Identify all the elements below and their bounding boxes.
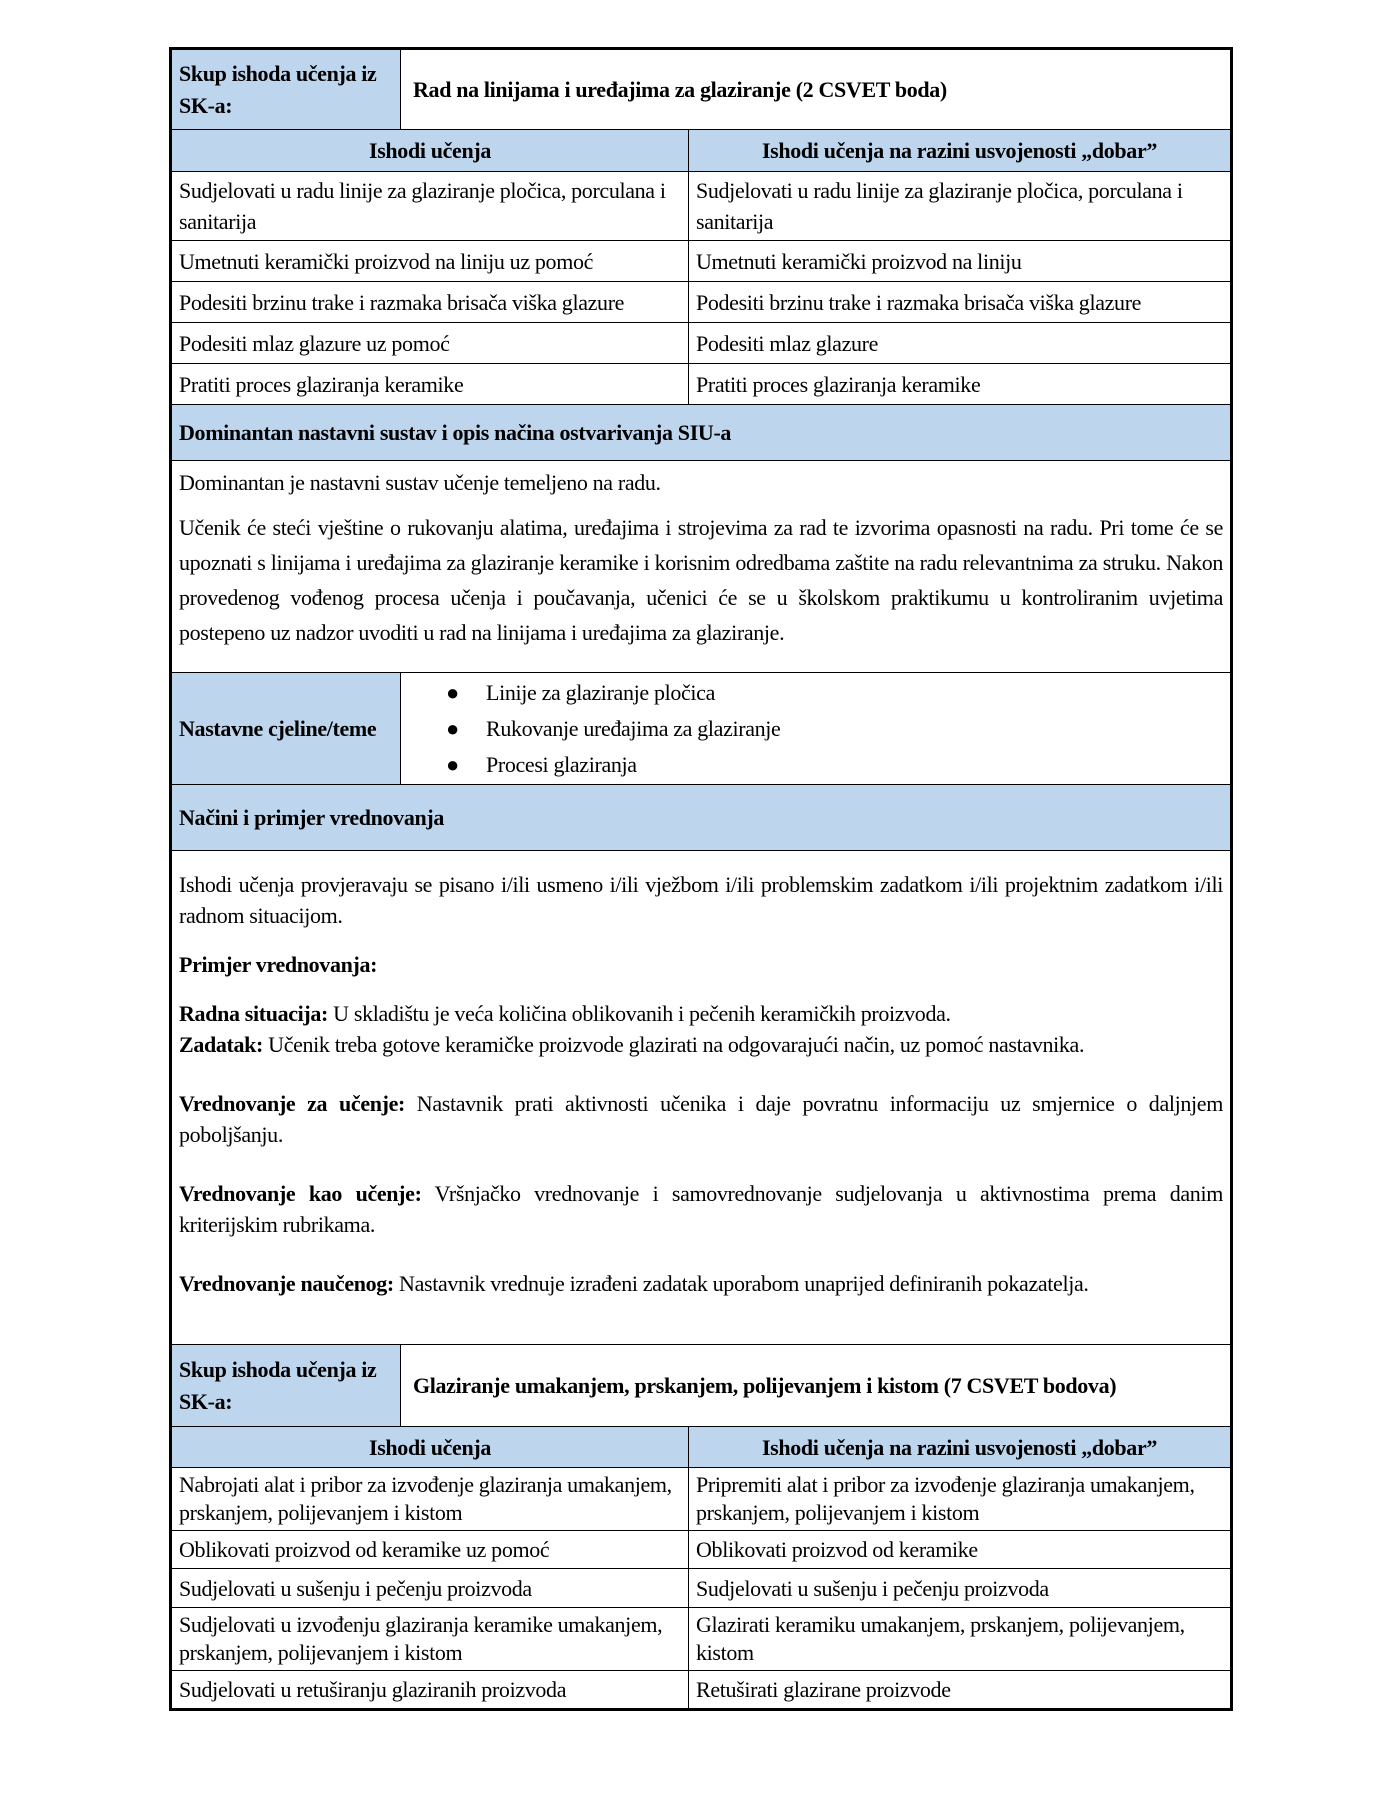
outcome-cell: Pratiti proces glaziranja keramike — [171, 364, 689, 405]
work-situation — [179, 998, 1223, 1029]
table-row — [171, 1671, 1232, 1710]
good-level-cell: Oblikovati proizvod od keramike — [689, 1531, 1232, 1569]
outcome-cell: Nabrojati alat i pribor za izvođenje glaziranja umakanjem, prskanjem, polijevanjem i kistom — [171, 1468, 689, 1531]
good-level-cell: Pratiti proces glaziranja keramike — [689, 364, 1232, 405]
table-row — [171, 323, 1232, 364]
sk-header-row — [171, 49, 1232, 130]
col-header-good-level: Ishodi učenja na razini usvojenosti „dobar” — [689, 1427, 1232, 1468]
column-header-row — [171, 130, 1232, 172]
table-row — [171, 282, 1232, 323]
dominant-paragraph: Dominantan je nastavni sustav učenje temeljeno na radu. — [179, 470, 661, 495]
task — [179, 1029, 1223, 1060]
outcome-cell: Oblikovati proizvod od keramike uz pomoć — [171, 1531, 689, 1569]
outcome-cell: Sudjelovati u izvođenju glaziranja keramike umakanjem, prskanjem, polijevanjem i kistom — [171, 1608, 689, 1671]
task-label: Zadatak: — [179, 1032, 263, 1057]
topic-item — [444, 711, 1223, 747]
col-header-outcomes: Ishodi učenja — [171, 130, 689, 172]
table-row — [171, 241, 1232, 282]
column-header-row — [171, 1427, 1232, 1468]
topic-item — [444, 675, 1223, 711]
good-level-cell: Glazirati keramiku umakanjem, prskanjem, polijevanjem, kistom — [689, 1608, 1232, 1671]
bullet-icon: ● — [446, 751, 459, 777]
eval-as-learning-text: Vršnjačko vrednovanje i samovrednovanje sudjelovanja u aktivnostima prema danim kriterijskim rubrikama. — [179, 1181, 1223, 1237]
eval-heading-row — [171, 785, 1232, 851]
table-row — [171, 1608, 1232, 1671]
sk-title: Rad na linijama i uređajima za glaziranje (2 CSVET boda) — [401, 49, 1232, 130]
topics-cell — [401, 673, 1232, 785]
eval-for-learning-text: Nastavnik prati aktivnosti učenika i daje povratnu informaciju uz smjernice o daljnjem poboljšanju. — [179, 1091, 1223, 1147]
good-level-cell: Podesiti mlaz glazure — [689, 323, 1232, 364]
sk-label: Skup ishoda učenja iz SK-a: — [171, 49, 401, 130]
good-level-cell: Retuširati glazirane proizvode — [689, 1671, 1232, 1710]
task-text: Učenik treba gotove keramičke proizvode glazirati na odgovarajući način, uz pomoć nastavnika. — [263, 1032, 1085, 1057]
topic-item — [444, 747, 1223, 783]
dominant-paragraph: Učenik će steći vještine o rukovanju alatima, uređajima i strojevima za rad te izvorima opasnosti na radu. Pri tome će se upoznati s linijama i uređajima za glaziranje keramike i korisnim odredbama zaštite na radu relevantnima za struku. Nakon provedenog vođenog procesa učenja i poučavanja, učenici će se u školskom praktikumu u kontroliranim uvjetima postepeno uz nadzor uvoditi u rad na linijama i uređajima za glaziranje. — [179, 515, 1223, 645]
outcome-cell: Podesiti brzinu trake i razmaka brisača viška glazure — [171, 282, 689, 323]
eval-for-learning — [179, 1088, 1223, 1150]
eval-as-learning — [179, 1178, 1223, 1240]
outcome-cell: Umetnuti keramički proizvod na liniju uz pomoć — [171, 241, 689, 282]
bullet-icon: ● — [446, 715, 459, 741]
eval-example-heading: Primjer vrednovanja: — [179, 952, 378, 977]
table-row — [171, 1531, 1232, 1569]
eval-intro: Ishodi učenja provjeravaju se pisano i/ili usmeno i/ili vježbom i/ili problemskim zadatkom i/ili projektnim zadatkom i/ili radnom situacijom. — [179, 872, 1223, 928]
good-level-cell: Pripremiti alat i pribor za izvođenje glaziranja umakanjem, prskanjem, polijevanjem i kistom — [689, 1468, 1232, 1531]
outcome-cell: Sudjelovati u radu linije za glaziranje pločica, porculana i sanitarija — [171, 172, 689, 241]
table-row — [171, 1468, 1232, 1531]
topic-label: Linije za glaziranje pločica — [486, 679, 716, 705]
outcome-cell: Podesiti mlaz glazure uz pomoć — [171, 323, 689, 364]
topics-list — [408, 675, 1223, 783]
eval-as-learning-label: Vrednovanje kao učenje: — [179, 1181, 422, 1206]
curriculum-table — [169, 47, 1233, 1711]
outcome-cell: Sudjelovati u sušenju i pečenju proizvoda — [171, 1569, 689, 1608]
col-header-good-level: Ishodi učenja na razini usvojenosti „dobar” — [689, 130, 1232, 172]
table-row — [171, 172, 1232, 241]
dominant-heading-row — [171, 405, 1232, 461]
sk-header-row — [171, 1345, 1232, 1427]
table-row — [171, 364, 1232, 405]
eval-heading: Načini i primjer vrednovanja — [171, 785, 1232, 851]
topics-row — [171, 673, 1232, 785]
work-situation-label: Radna situacija: — [179, 1001, 329, 1026]
dominant-heading: Dominantan nastavni sustav i opis načina ostvarivanja SIU-a — [171, 405, 1232, 461]
sk-title: Glaziranje umakanjem, prskanjem, polijevanjem i kistom (7 CSVET bodova) — [401, 1345, 1232, 1427]
outcome-cell: Sudjelovati u retuširanju glaziranih proizvoda — [171, 1671, 689, 1710]
eval-of-learning-text: Nastavnik vrednuje izrađeni zadatak uporabom unaprijed definiranih pokazatelja. — [393, 1271, 1089, 1296]
eval-of-learning-label: Vrednovanje naučenog: — [179, 1271, 394, 1296]
good-level-cell: Podesiti brzinu trake i razmaka brisača viška glazure — [689, 282, 1232, 323]
table-row — [171, 1569, 1232, 1608]
good-level-cell: Sudjelovati u radu linije za glaziranje pločica, porculana i sanitarija — [689, 172, 1232, 241]
topics-label: Nastavne cjeline/teme — [171, 673, 401, 785]
bullet-icon: ● — [446, 679, 459, 705]
good-level-cell: Sudjelovati u sušenju i pečenju proizvoda — [689, 1569, 1232, 1608]
work-situation-text: U skladištu je veća količina oblikovanih i pečenih keramičkih proizvoda. — [328, 1001, 951, 1026]
topic-label: Procesi glaziranja — [486, 751, 637, 777]
topic-label: Rukovanje uređajima za glaziranje — [486, 715, 781, 741]
col-header-outcomes: Ishodi učenja — [171, 1427, 689, 1468]
sk-label: Skup ishoda učenja iz SK-a: — [171, 1345, 401, 1427]
good-level-cell: Umetnuti keramički proizvod na liniju — [689, 241, 1232, 282]
eval-content-cell — [171, 851, 1232, 1345]
eval-content-row — [171, 851, 1232, 1345]
eval-for-learning-label: Vrednovanje za učenje: — [179, 1091, 405, 1116]
eval-of-learning — [179, 1268, 1223, 1299]
dominant-description-row — [171, 461, 1232, 673]
dominant-description-cell — [171, 461, 1232, 673]
